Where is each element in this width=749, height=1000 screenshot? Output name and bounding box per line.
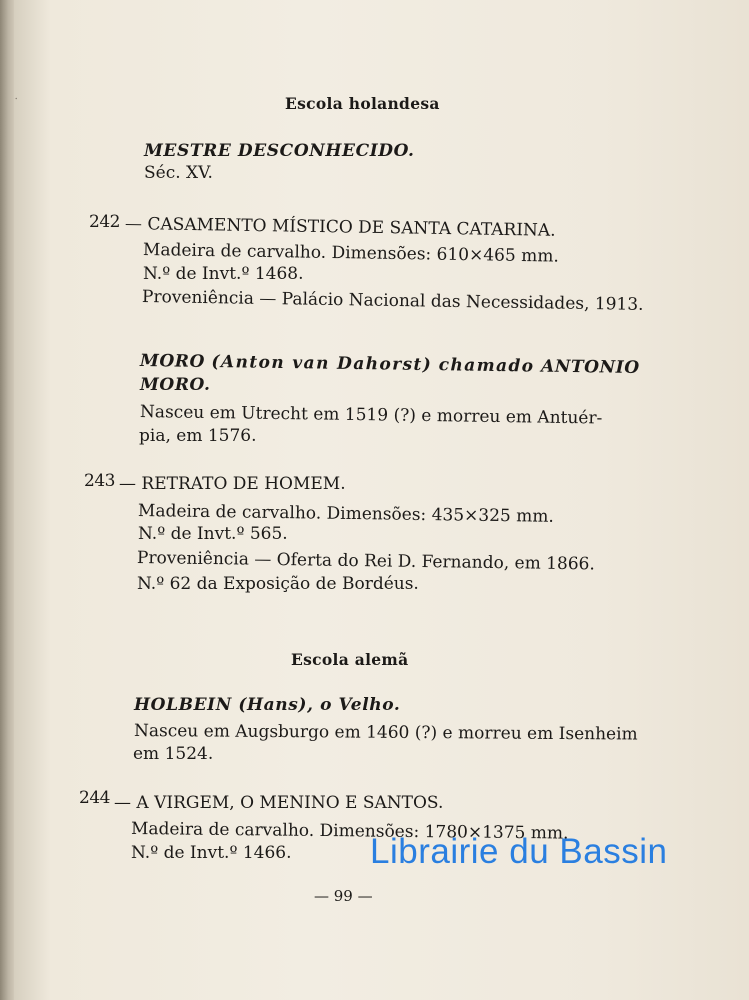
artist-name-mestre: MESTRE DESCONHECIDO. bbox=[144, 141, 415, 161]
entry-242-provenance: Proveniência — Palácio Nacional das Necessidades, 1913. bbox=[141, 287, 644, 315]
entry-title-244: — A VIRGEM, O MENINO E SANTOS. bbox=[114, 793, 444, 813]
section-heading-german: Escola alemã bbox=[291, 650, 409, 669]
artist-moro-bio-line2: pia, em 1576. bbox=[139, 426, 257, 446]
book-gutter bbox=[0, 0, 14, 1000]
entry-title-242: — CASAMENTO MÍSTICO DE SANTA CATARINA. bbox=[124, 214, 556, 241]
artist-moro-bio-line1: Nasceu em Utrecht em 1519 (?) e morreu em Antuér- bbox=[139, 402, 603, 429]
entry-number-243: 243 bbox=[84, 471, 115, 491]
entry-243-material: Madeira de carvalho. Dimensões: 435×325 mm. bbox=[137, 501, 554, 527]
watermark: Librairie du Bassin bbox=[370, 832, 668, 871]
entry-243-inventory: N.º de Invt.º 565. bbox=[138, 524, 288, 544]
artist-moro-surname: MORO bbox=[139, 351, 206, 372]
entry-242-inventory: N.º de Invt.º 1468. bbox=[143, 264, 304, 284]
entry-243-exhibition: N.º 62 da Exposição de Bordéus. bbox=[137, 574, 419, 594]
section-heading-dutch: Escola holandesa bbox=[285, 94, 440, 113]
artist-name-holbein: HOLBEIN (Hans), o Velho. bbox=[134, 695, 401, 715]
artist-moro-given: ANTONIO bbox=[540, 356, 640, 378]
entry-244-material: Madeira de carvalho. Dimensões: 1780×1375 mm. bbox=[130, 819, 569, 844]
artist-century: Séc. XV. bbox=[144, 163, 213, 183]
artist-holbein-bio-line2: em 1524. bbox=[133, 744, 214, 764]
page-number: — 99 — bbox=[314, 887, 373, 905]
facing-page-mark: · bbox=[9, 96, 23, 101]
entry-number-242: 242 bbox=[89, 212, 120, 232]
artist-moro-fullname: (Anton van Dahorst) bbox=[211, 351, 433, 376]
entry-title-243: — RETRATO DE HOMEM. bbox=[119, 474, 346, 494]
entry-244-inventory: N.º de Invt.º 1466. bbox=[131, 843, 292, 863]
entry-number-244: 244 bbox=[79, 788, 110, 808]
entry-243-provenance: Proveniência — Oferta do Rei D. Fernando, em 1866. bbox=[136, 548, 595, 575]
artist-moro-called: chamado bbox=[438, 355, 535, 377]
artist-name-moro bbox=[140, 353, 640, 377]
artist-holbein-bio-line1: Nasceu em Augsburgo em 1460 (?) e morreu em Isenheim bbox=[133, 721, 638, 745]
artist-name-moro-line2: MORO. bbox=[140, 375, 211, 395]
entry-242-material: Madeira de carvalho. Dimensões: 610×465 mm. bbox=[142, 240, 559, 267]
